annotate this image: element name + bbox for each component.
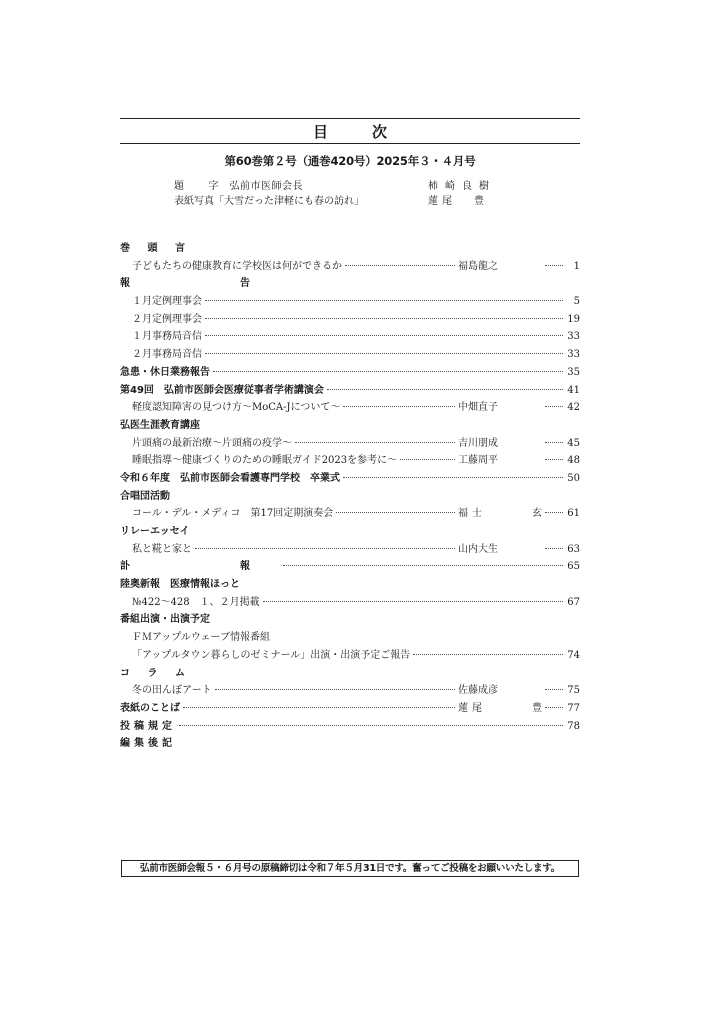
toc-entry[interactable]: ２月定例理事会 19 [132,313,580,325]
toc-entry[interactable]: 冬の田んぼアート 佐藤成彦 75 [132,685,580,697]
toc-section-entry[interactable]: 表紙のことば 蓮尾 豊 77 [120,702,580,714]
toc-entry[interactable]: コール・デル・メディコ 第17回定期演奏会 福士 玄 61 [132,508,580,520]
toc-entry[interactable]: １月定例理事会 5 [132,296,580,308]
toc-section: 編集後記 [120,738,176,750]
toc-section-entry[interactable]: 急患・休日業務報告 35 [120,366,580,378]
calligraphy-credit-label: 題 字 弘前市医師会長 [174,181,303,192]
toc-entry[interactable]: 「アップルタウン暮らしのゼミナール」出演・出演予定ご報告 74 [132,649,580,661]
page-title: 目 次 [312,123,388,141]
toc-entry[interactable]: １月事務局音信 33 [132,331,580,343]
table-of-contents [120,239,580,752]
toc-section: 巻 頭 言 [120,243,192,254]
toc-section: 陸奥新報 医療情報ほっと [120,579,240,591]
calligraphy-credit-name: 柿崎良樹 [428,181,496,192]
toc-entry[interactable]: ２月事務局音信 33 [132,349,580,361]
toc-section: リレーエッセイ [120,526,190,537]
toc-entry[interactable]: №422～428 １、２月掲載 67 [132,596,580,608]
toc-entry[interactable]: 子どもたちの健康教育に学校医は何ができるか 福島龍之 1 [132,260,580,272]
toc-section: 弘医生涯教育講座 [120,419,200,431]
toc-section: 合唱団活動 [120,490,170,502]
toc-section-entry[interactable]: 投稿規定 78 [120,720,580,732]
cover-photo-credit-name: 蓮尾 豊 [428,196,488,207]
cover-photo-credit-label: 表紙写真「大雪だった津軽にも春の訪れ」 [174,196,364,207]
toc-entry[interactable]: 私と糀と家と 山内大生 63 [132,543,580,555]
toc-section-entry[interactable]: 令和６年度 弘前市医師会看護専門学校 卒業式 50 [120,472,580,484]
deadline-notice: 弘前市医師会報５・６月号の原稿締切は令和７年５月31日です。奮ってご投稿をお願いいたします。 [121,860,579,877]
toc-entry[interactable]: 片頭痛の最新治療～片頭痛の疫学～ 吉川朋成 45 [132,437,580,449]
toc-entry[interactable]: 軽度認知障害の見つけ方～MoCA-Jについて～ 中畑直子 42 [132,402,580,414]
toc-entry: ＦＭアップルウェーブ情報番組 [132,632,270,644]
issue-line: 第60巻第２号（通巻420号）2025年３・４月号 [224,154,476,168]
title-underline [120,143,580,144]
toc-section-entry[interactable]: 第49回 弘前市医師会医療従事者学術講演会 41 [120,384,580,396]
toc-section: 報 告 [120,278,280,290]
toc-entry[interactable]: 睡眠指導～健康づくりのための睡眠ガイド2023を参考に～ 工藤周平 48 [132,455,580,467]
top-rule [120,118,580,119]
toc-section: 番組出演・出演予定 [120,614,210,626]
toc-section-entry[interactable]: 訃 報 65 [120,561,580,573]
toc-section: コ ラ ム [120,667,192,679]
